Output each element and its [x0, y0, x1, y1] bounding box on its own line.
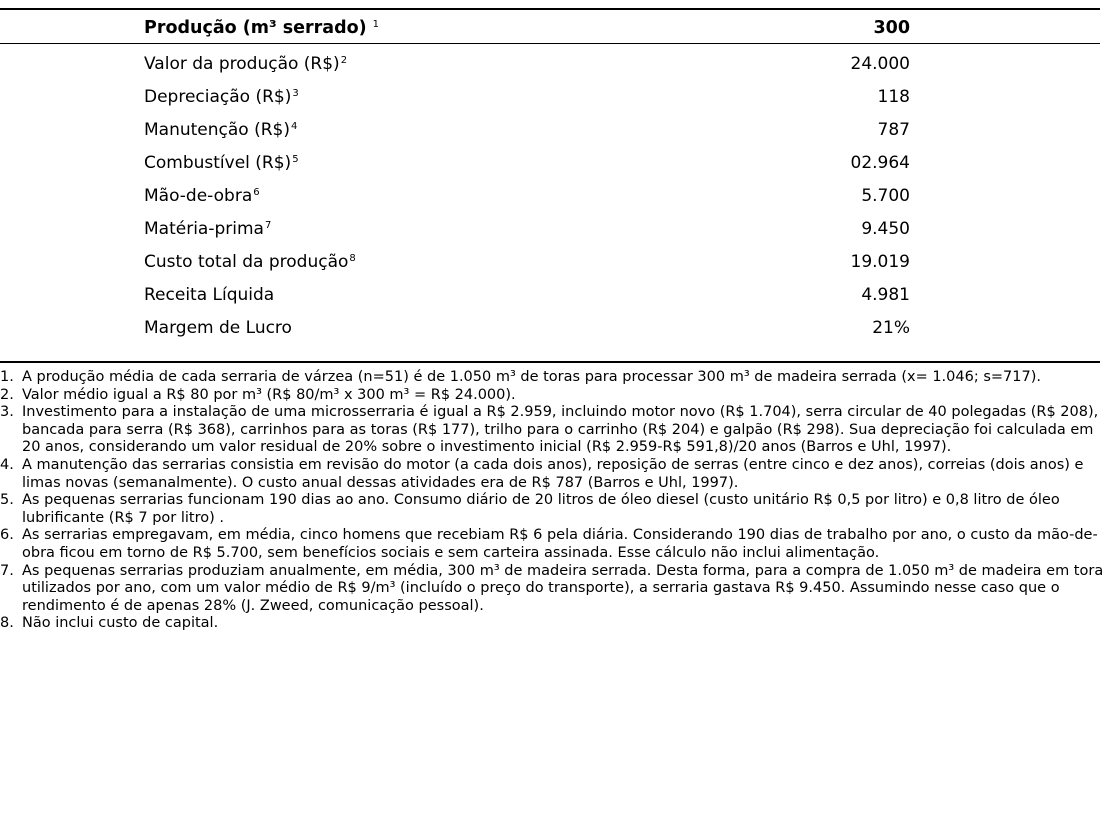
- table-row: [0, 114, 1100, 146]
- row-label: Combustível (R$)$^5$: [144, 153, 299, 173]
- table-row: [0, 48, 1100, 80]
- footnote-ref: 7: [264, 220, 272, 231]
- footnote-item: [0, 615, 1104, 633]
- row-label: Mão-de-obra$^6$: [144, 186, 260, 206]
- row-label: Custo total da produção$^8$: [144, 252, 356, 272]
- table-row: [0, 147, 1100, 179]
- table-row: [0, 246, 1100, 278]
- footnote-number: 5.: [0, 492, 14, 509]
- table-row: [0, 213, 1100, 245]
- footnote-number: 3.: [0, 404, 14, 421]
- table-header-row: [0, 12, 1100, 44]
- footnote-ref: 5: [292, 154, 299, 165]
- footnote-text: As pequenas serrarias produziam anualmente, em média, 300 m³ de madeira serrada. Desta forma, para a compra de 1.050 m³ de madeira em tora utilizados por ano, com um valor médio de R$ 9/m³ (incluído o preço do transporte), a serraria gastava R$ 9.450. Assumindo nesse caso que o rendimento é de apenas 28% (J. Zweed, comunicação pessoal).: [22, 562, 1104, 614]
- row-label: Matéria-prima$^7$: [144, 219, 272, 239]
- footnote-number: 1.: [0, 369, 14, 385]
- footnote-ref: 3: [292, 88, 299, 99]
- header-label: Produção (m³ serrado) $^1$: [144, 18, 380, 38]
- row-value: 9.450: [861, 219, 910, 239]
- footnote-item: [0, 492, 1104, 527]
- row-value: 787: [877, 120, 910, 140]
- table-header-rule: [0, 43, 1100, 44]
- table-row: [0, 312, 1100, 344]
- footnote-number: 4.: [0, 456, 14, 473]
- row-value: 19.019: [850, 252, 910, 272]
- footnote-item: [0, 457, 1104, 492]
- row-value: 24.000: [850, 54, 910, 74]
- row-label: Manutenção (R$)$^4$: [144, 120, 298, 140]
- footnote-item: [0, 404, 1104, 457]
- table-row: [0, 279, 1100, 311]
- row-label: Margem de Lucro: [144, 318, 292, 338]
- table-top-rule: [0, 8, 1100, 10]
- table-row: [0, 81, 1100, 113]
- footnote-number: 8.: [0, 615, 14, 632]
- footnotes: [0, 369, 1104, 633]
- footnote-text: Investimento para a instalação de uma microsserraria é igual a R$ 2.959, incluindo motor novo (R$ 1.704), serra circular de 40 polegadas (R$ 208), bancada para serra (R$ 368), carrinhos para as toras (R$ 177), trilho para o carrinho (R$ 204) e galpão (R$ 298). Sua depreciação foi calculada em 20 anos, considerando um valor residual de 20% sobre o investimento inicial (R$ 2.959-R$ 591,8)/20 anos (Barros e Uhl, 1997).: [22, 404, 1099, 456]
- footnote-text: Valor médio igual a R$ 80 por m³ (R$ 80/m³ x 300 m³ = R$ 24.000).: [22, 386, 516, 403]
- row-value: 21%: [872, 318, 910, 338]
- footnote-text: As serrarias empregavam, em média, cinco homens que recebiam R$ 6 pela diária. Considerando 190 dias de trabalho por ano, o custo da mão-de-obra ficou em torno de R$ 5.700, sem benefícios sociais e sem carteira assinada. Esse cálculo não inclui alimentação.: [22, 527, 1098, 561]
- footnote-ref: 4: [291, 121, 298, 132]
- footnote-text: Não inclui custo de capital.: [22, 615, 219, 632]
- footnote-text: A produção média de cada serraria de várzea (n=51) é de 1.050 m³ de toras para processar 300 m³ de madeira serrada (x= 1.046; s=717).: [22, 369, 1041, 385]
- footnote-ref: 6: [253, 187, 260, 198]
- row-value: 5.700: [861, 186, 910, 206]
- row-label: Depreciação (R$)$^3$: [144, 87, 299, 107]
- footnote-item: [0, 563, 1104, 616]
- footnote-text: A manutenção das serrarias consistia em revisão do motor (a cada dois anos), reposição de serras (entre cinco e dez anos), correias (dois anos) e limas novas (semanalmente). O custo anual dessas atividades era de R$ 787 (Barros e Uhl, 1997).: [22, 456, 1084, 491]
- footnote-text: As pequenas serrarias funcionam 190 dias ao ano. Consumo diário de 20 litros de óleo diesel (custo unitário R$ 0,5 por litro) e 0,8 litro de óleo lubrificante (R$ 7 por litro) .: [22, 492, 1060, 526]
- row-value: 02.964: [850, 153, 910, 173]
- footnote-item: [0, 527, 1104, 562]
- footnote-number: 2.: [0, 386, 14, 403]
- footnote-item: [0, 369, 1104, 387]
- footnote-ref: 1: [372, 19, 380, 30]
- table-bottom-rule: [0, 361, 1100, 363]
- footnote-item: [0, 387, 1104, 405]
- footnote-ref: 8: [349, 253, 356, 264]
- header-value: 300: [873, 18, 910, 38]
- table-row: [0, 180, 1100, 212]
- footnote-number: 7.: [0, 562, 14, 579]
- footnote-number: 6.: [0, 527, 14, 544]
- row-value: 4.981: [861, 285, 910, 305]
- row-value: 118: [877, 87, 910, 107]
- row-label: Receita Líquida: [144, 285, 275, 305]
- row-label: Valor da produção (R$)$^2$: [144, 54, 348, 74]
- footnote-ref: 2: [340, 55, 348, 66]
